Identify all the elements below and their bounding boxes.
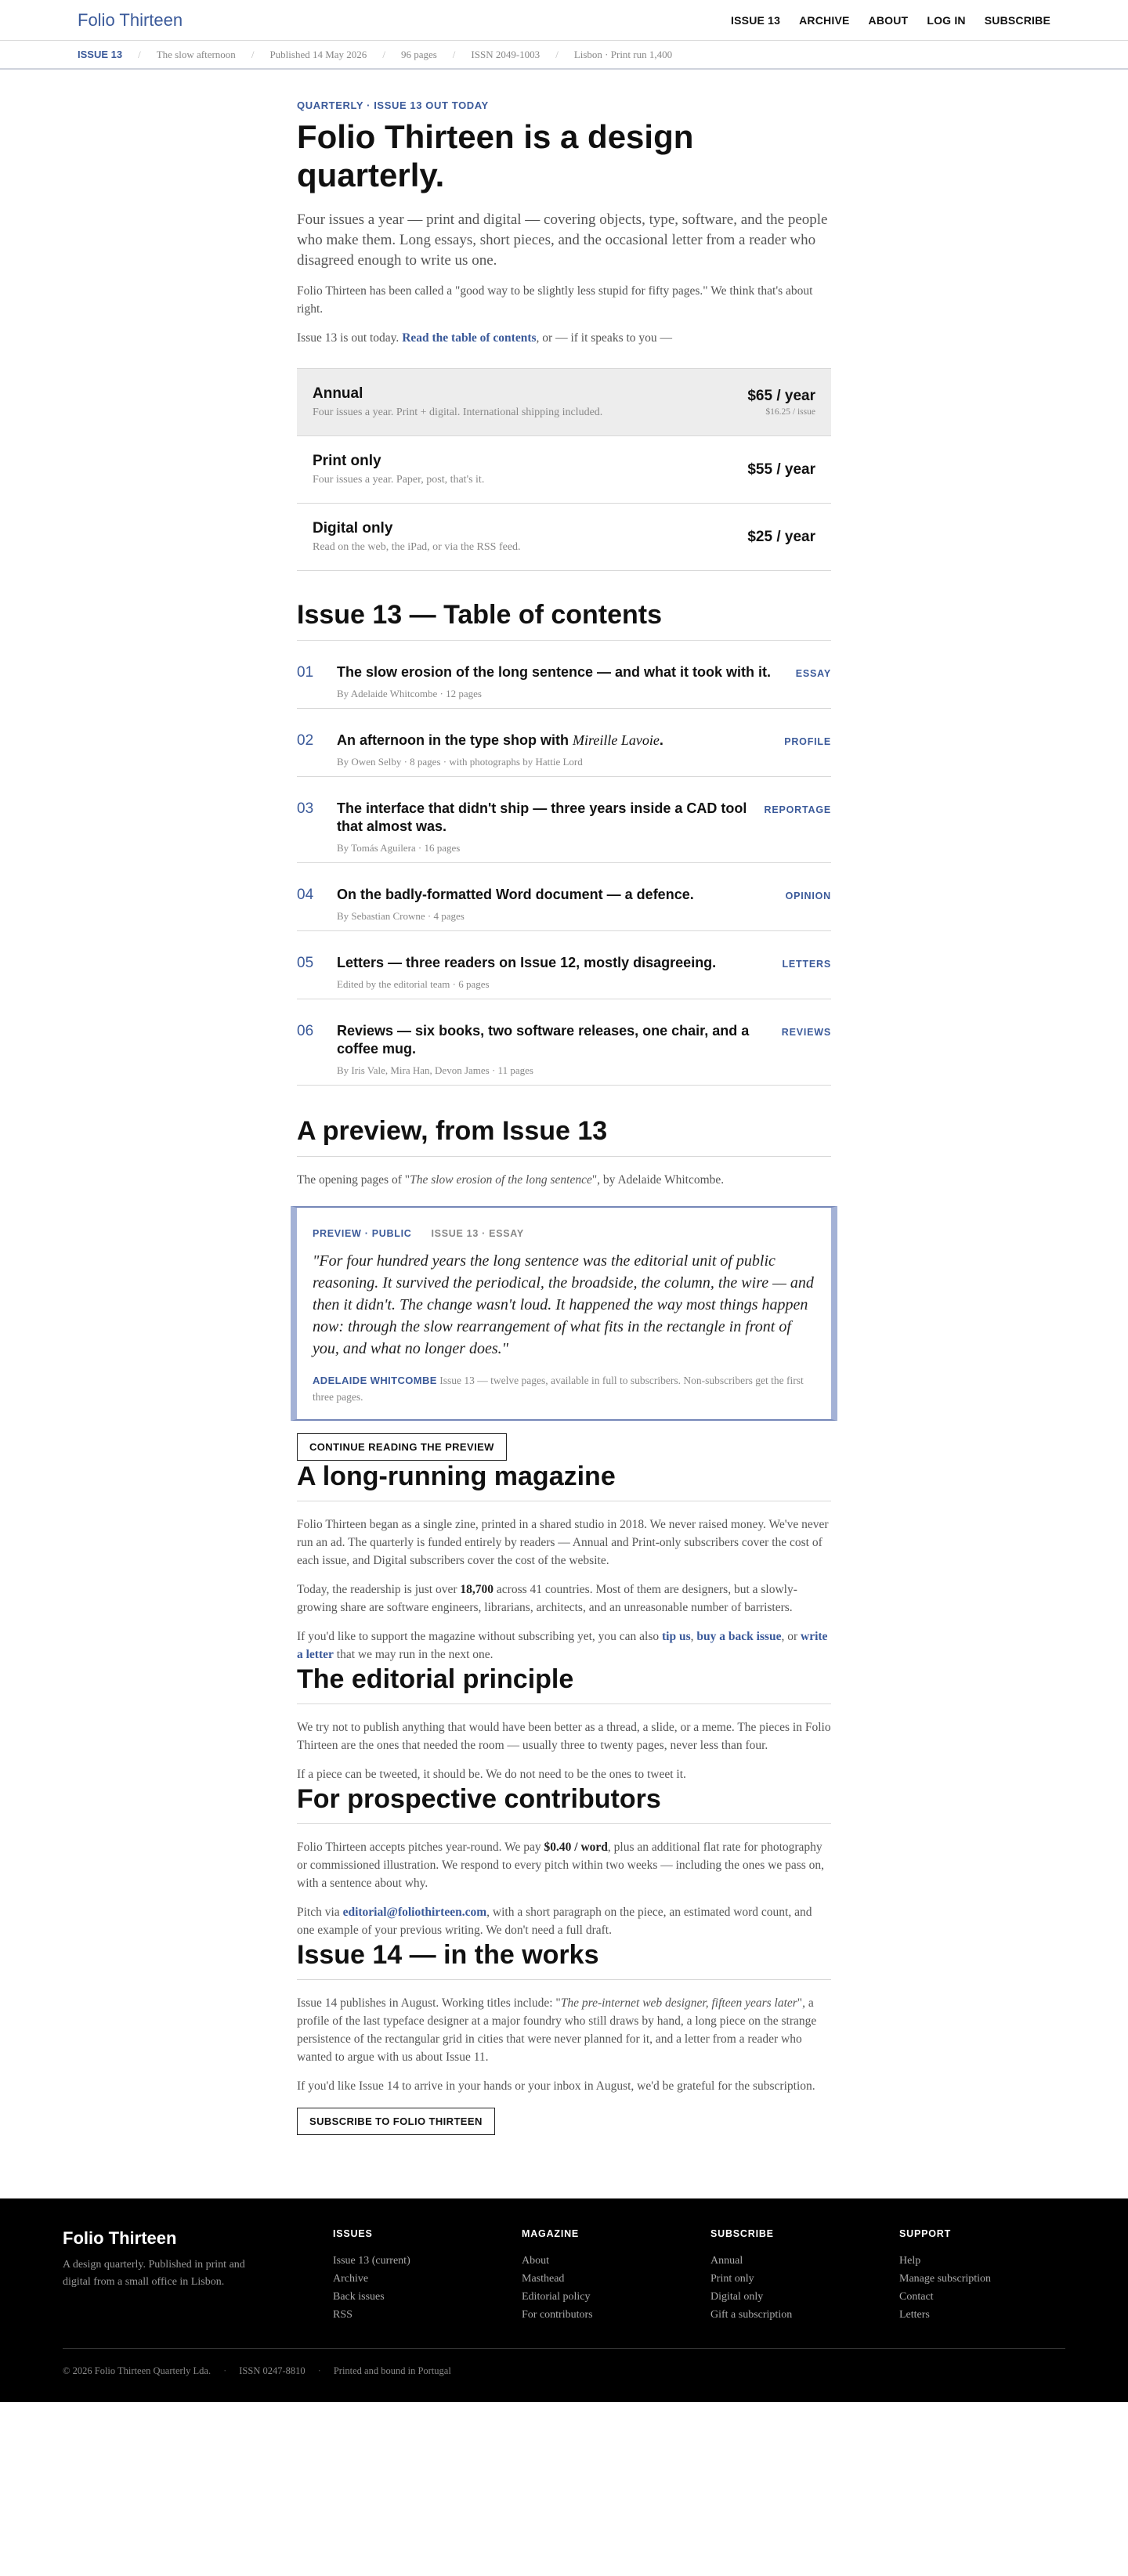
toc-item-title[interactable]: On the badly-formatted Word document — a defence. [337,887,694,902]
toc-category-tag: OPINION [785,891,831,901]
contributors-paragraph: Folio Thirteen accepts pitches year-round. We pay $0.40 / word, plus an additional flat rate for photography or commissioned illustration. We respond to every pitch within two weeks — including the ones we pass on, with a sentence about why. [297,1841,825,1890]
footer-heading: SUPPORT [899,2228,952,2239]
toc-category-tag: PROFILE [784,736,831,747]
footer-column-support [899,2228,991,2324]
preview-issue-tag: ISSUE 13 · ESSAY [431,1228,524,1239]
footer-link[interactable]: Help [899,2255,921,2267]
toc-item[interactable] [297,641,831,709]
about-section [297,1461,831,1664]
copyright: © 2026 Folio Thirteen Quarterly Lda. [63,2365,212,2376]
issue-14-section [297,1939,831,2135]
footer-link[interactable]: Manage subscription [899,2273,992,2285]
divider [297,1823,831,1824]
subscription-plans [297,368,831,571]
toc-title: Issue 13 — Table of contents [297,600,663,630]
about-paragraph: Folio Thirteen began as a single zine, printed in a shared studio in 2018. We never raised money. We've never run an ad. The quarterly is funded entirely by readers — Annual and Print-only subscribers cover the cost of each issue, and Digital subscribers cover the cost of the website. [297,1518,829,1567]
principle-title: The editorial principle [297,1664,574,1694]
plan-annual[interactable] [297,369,831,436]
preview-title: A preview, from Issue 13 [297,1116,608,1146]
footer-link[interactable]: Print only [710,2273,754,2285]
issue-info-bar [0,41,1128,70]
plan-name: Annual [313,385,363,402]
separator: / [382,48,385,60]
main-content [297,99,831,2135]
back-issue-link[interactable]: buy a back issue [696,1630,782,1643]
hero-kicker: QUARTERLY · ISSUE 13 OUT TODAY [297,99,489,111]
toc-item-title[interactable]: An afternoon in the type shop with Mireille Lavoie. [337,732,663,748]
publish-date: Published 14 May 2026 [269,48,367,60]
footer-issn: ISSN 0247-8810 [239,2365,306,2376]
hero-lede: Four issues a year — print and digital — covering objects, type, software, and the people who make them. Long essays, short pieces, and the occasional letter from a reader who disagreed enough to write us one. [297,211,828,269]
toc-item-title[interactable]: The slow erosion of the long sentence — and what it took with it. [337,664,772,680]
about-paragraph: If you'd like to support the magazine without subscribing yet, you can also tip us, buy a back issue, or write a letter that we may run in the next one. [297,1630,828,1661]
principle-section [297,1664,831,1783]
about-title: A long-running magazine [297,1461,616,1491]
hero [297,99,831,347]
footer-legal [63,2348,1065,2377]
toc-category-tag: LETTERS [782,959,831,970]
site-footer [0,2198,1128,2402]
separator: / [452,48,456,60]
nav-subscribe[interactable]: SUBSCRIBE [984,13,1050,27]
contributors-title: For prospective contributors [297,1784,661,1814]
separator: · [317,2365,321,2376]
toc-item[interactable] [297,931,831,999]
hero-quote-paragraph: Folio Thirteen has been called a "good way to be slightly less stupid for fifty pages." We think that's about right. [297,284,813,316]
toc-item-title[interactable]: Letters — three readers on Issue 12, mostly disagreeing. [337,955,717,970]
divider [297,1156,831,1157]
main-nav [731,14,1050,27]
toc-category-tag: REVIEWS [781,1027,831,1038]
footer-link[interactable]: About [522,2255,549,2267]
separator: / [555,48,559,60]
toc-number: 05 [297,955,314,971]
contributors-paragraph: Pitch via editorial@foliothirteen.com, with a short paragraph on the piece, an estimated word count, and one example of your previous writing. We don't need a full draft. [297,1906,812,1937]
plan-per-issue: $16.25 / issue [765,407,815,417]
divider [297,1979,831,1980]
footer-link[interactable]: For contributors [522,2309,593,2321]
issue-14-paragraph: Issue 14 publishes in August. Working titles include: "The pre-internet web designer, fifteen years later", a profile of the last typeface designer at a major foundry who still draws by hand, a long piece on the strange persistence of the rectangular grid in cities that were never planned for it, and a letter from a reader who wanted to argue with us about Issue 11. [297,1996,817,2064]
toc-category-tag: REPORTAGE [764,804,831,815]
preview-intro: The opening pages of "The slow erosion of the long sentence", by Adelaide Whitcombe. [297,1173,725,1187]
footer-heading: MAGAZINE [522,2228,580,2239]
toc-byline: Edited by the editorial team · 6 pages [337,978,490,990]
plan-name: Digital only [313,520,393,537]
toc-byline: By Owen Selby · 8 pages · with photographs by Hattie Lord [337,756,583,768]
footer-brand[interactable]: Folio Thirteen [63,2228,177,2248]
preview-excerpt-card [291,1206,837,1421]
preview-quote: "For four hundred years the long sentence was the editorial unit of public reasoning. It survived the periodical, the broadside, the column, the wire — and then it didn't. The change wasn't loud. It happened the way most things happen now: through the slow rearrangement of what fits in the rectangle in front of you, and what no longer does." [313,1252,814,1357]
divider [297,1703,831,1704]
toc-item[interactable] [297,999,831,1086]
toc-item[interactable] [297,709,831,777]
footer-link[interactable]: Annual [710,2255,743,2267]
preview-author: ADELAIDE WHITCOMBE [313,1375,437,1386]
print-origin: Printed and bound in Portugal [333,2365,451,2376]
nav-archive[interactable]: ARCHIVE [799,13,850,27]
preview-citation: ADELAIDE WHITCOMBE Issue 13 — twelve pages, available in full to subscribers. Non-subscribers get the first three pages. [313,1375,804,1403]
editorial-email-link[interactable]: editorial@foliothirteen.com [342,1906,487,1919]
table-of-contents [297,599,831,1086]
plan-name: Print only [313,453,381,469]
toc-number: 02 [297,732,314,749]
footer-link[interactable]: Issue 13 (current) [333,2255,410,2267]
toc-number: 06 [297,1023,314,1039]
footer-link[interactable]: Digital only [710,2291,764,2303]
footer-heading: SUBSCRIBE [710,2228,774,2239]
footer-description: A design quarterly. Published in print and digital from a small office in Lisbon. [63,2259,245,2288]
footer-link[interactable]: Back issues [333,2291,385,2303]
nav-log-in[interactable]: LOG IN [927,13,966,27]
toc-number: 03 [297,800,314,817]
plan-price: $65 / year [747,388,815,404]
preview-section [297,1115,831,1461]
issue-theme: The slow afternoon [156,48,236,60]
plan-description: Four issues a year. Paper, post, that's it. [313,474,485,486]
footer-link[interactable]: Letters [899,2309,930,2321]
contributors-section [297,1783,831,1939]
site-header [0,0,1128,41]
plan-digital-only[interactable] [297,504,831,571]
footer-link[interactable]: Editorial policy [522,2291,591,2303]
toc-item-title[interactable]: Reviews — six books, two software releases, one chair, and a coffee mug. [337,1023,750,1057]
preview-access-tag: PREVIEW · PUBLIC [313,1228,412,1239]
print-run: Lisbon · Print run 1,400 [573,48,673,60]
principle-paragraph: If a piece can be tweeted, it should be. We do not need to be the ones to tweet it. [297,1768,686,1781]
footer-column-subscribe [710,2228,899,2324]
tip-link[interactable]: tip us [661,1630,691,1643]
principle-paragraph: We try not to publish anything that would have been better as a thread, a slide, or a meme. The pieces in Folio Thirteen are the ones that needed the room — usually three to twenty pages, never less than four. [297,1721,831,1752]
issue-14-title: Issue 14 — in the works [297,1940,599,1970]
toc-number: 01 [297,664,314,681]
toc-item[interactable] [297,863,831,931]
toc-byline: By Sebastian Crowne · 4 pages [337,910,465,922]
footer-link[interactable]: Gift a subscription [710,2309,793,2321]
footer-heading: ISSUES [333,2228,373,2239]
nav-issue-13[interactable]: ISSUE 13 [731,13,781,27]
footer-link[interactable]: RSS [333,2309,352,2321]
toc-link[interactable]: Read the table of contents [402,331,537,345]
footer-column-magazine [522,2228,710,2324]
plan-description: Read on the web, the iPad, or via the RSS feed. [313,541,521,553]
separator: · [223,2365,227,2376]
separator: / [138,48,141,60]
write-letter-link[interactable]: write a letter [297,1630,828,1661]
continue-reading-button[interactable]: CONTINUE READING THE PREVIEW [297,1433,507,1461]
issue-14-paragraph: If you'd like Issue 14 to arrive in your hands or your inbox in August, we'd be grateful for the subscription. [297,2079,815,2093]
plan-description: Four issues a year. Print + digital. International shipping included. [313,406,603,418]
separator: / [251,48,255,60]
readership-count: 18,700 [460,1583,494,1596]
footer-column-issues [333,2228,522,2324]
about-paragraph: Today, the readership is just over 18,700 across 41 countries. Most of them are designers, but a slowly-growing share are software engineers, librarians, architects, and an unreasonable number of barristers. [297,1583,797,1614]
plan-price: $25 / year [747,528,815,545]
brand-logo[interactable]: Folio Thirteen [78,9,183,30]
page-count: 96 pages [400,48,437,60]
toc-number: 04 [297,887,314,903]
toc-category-tag: ESSAY [795,668,831,679]
footer-link[interactable]: Contact [899,2291,934,2303]
issue-badge[interactable]: ISSUE 13 [78,49,123,60]
toc-byline: By Iris Vale, Mira Han, Devon James · 11 pages [337,1064,533,1076]
footer-link[interactable]: Archive [333,2273,369,2285]
plan-print-only[interactable] [297,436,831,504]
toc-byline: By Adelaide Whitcombe · 12 pages [337,688,482,699]
toc-item-title[interactable]: The interface that didn't ship — three years inside a CAD tool that almost was. [337,800,747,834]
hero-cta-paragraph: Issue 13 is out today. Read the table of contents, or — if it speaks to you — [297,331,673,345]
pay-rate: $0.40 / word [544,1841,608,1854]
toc-item[interactable] [297,777,831,863]
issn: ISSN 2049-1003 [471,48,540,60]
nav-about[interactable]: ABOUT [868,13,909,27]
toc-byline: By Tomás Aguilera · 16 pages [337,842,461,854]
plan-price: $55 / year [747,461,815,478]
footer-link[interactable]: Masthead [522,2273,565,2285]
page-title: Folio Thirteen is a design quarterly. [297,118,694,193]
subscribe-button[interactable]: SUBSCRIBE TO FOLIO THIRTEEN [297,2108,495,2135]
